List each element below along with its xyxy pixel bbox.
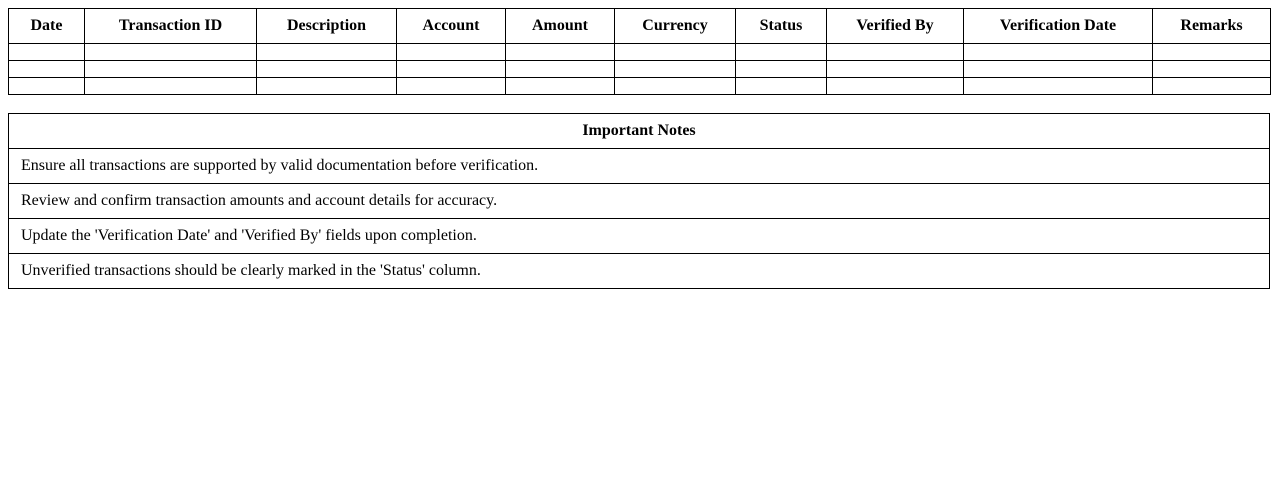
table-cell <box>257 78 397 95</box>
note-row <box>9 219 1270 254</box>
column-header-verified-by: Verified By <box>827 9 964 44</box>
table-cell <box>827 44 964 61</box>
note-item: Ensure all transactions are supported by valid documentation before verification. <box>9 149 1270 184</box>
table-cell <box>964 78 1153 95</box>
note-item: Review and confirm transaction amounts and account details for accuracy. <box>9 184 1270 219</box>
table-cell <box>615 78 736 95</box>
column-header-date: Date <box>9 9 85 44</box>
table-row <box>9 44 1271 61</box>
table-cell <box>736 78 827 95</box>
table-cell <box>827 78 964 95</box>
important-notes-table <box>8 113 1270 289</box>
table-cell <box>964 61 1153 78</box>
table-cell <box>1153 61 1271 78</box>
note-row <box>9 149 1270 184</box>
table-cell <box>1153 44 1271 61</box>
table-cell <box>615 44 736 61</box>
table-header-row <box>9 9 1271 44</box>
table-cell <box>85 61 257 78</box>
table-cell <box>506 44 615 61</box>
table-cell <box>506 78 615 95</box>
table-cell <box>85 44 257 61</box>
column-header-transaction-id: Transaction ID <box>85 9 257 44</box>
column-header-description: Description <box>257 9 397 44</box>
transactions-table <box>8 8 1271 95</box>
notes-header-row <box>9 114 1270 149</box>
column-header-remarks: Remarks <box>1153 9 1271 44</box>
table-cell <box>736 61 827 78</box>
note-row <box>9 184 1270 219</box>
note-item: Unverified transactions should be clearly marked in the 'Status' column. <box>9 254 1270 289</box>
column-header-currency: Currency <box>615 9 736 44</box>
table-cell <box>827 61 964 78</box>
table-row <box>9 78 1271 95</box>
table-cell <box>257 44 397 61</box>
table-cell <box>964 44 1153 61</box>
table-cell <box>397 61 506 78</box>
table-cell <box>615 61 736 78</box>
note-item: Update the 'Verification Date' and 'Verified By' fields upon completion. <box>9 219 1270 254</box>
table-cell <box>736 44 827 61</box>
table-row <box>9 61 1271 78</box>
table-cell <box>397 78 506 95</box>
table-cell <box>9 78 85 95</box>
column-header-status: Status <box>736 9 827 44</box>
column-header-verification-date: Verification Date <box>964 9 1153 44</box>
table-cell <box>397 44 506 61</box>
notes-title: Important Notes <box>9 114 1270 149</box>
column-header-amount: Amount <box>506 9 615 44</box>
table-cell <box>506 61 615 78</box>
table-cell <box>85 78 257 95</box>
table-cell <box>9 61 85 78</box>
column-header-account: Account <box>397 9 506 44</box>
note-row <box>9 254 1270 289</box>
table-cell <box>9 44 85 61</box>
table-cell <box>1153 78 1271 95</box>
table-cell <box>257 61 397 78</box>
